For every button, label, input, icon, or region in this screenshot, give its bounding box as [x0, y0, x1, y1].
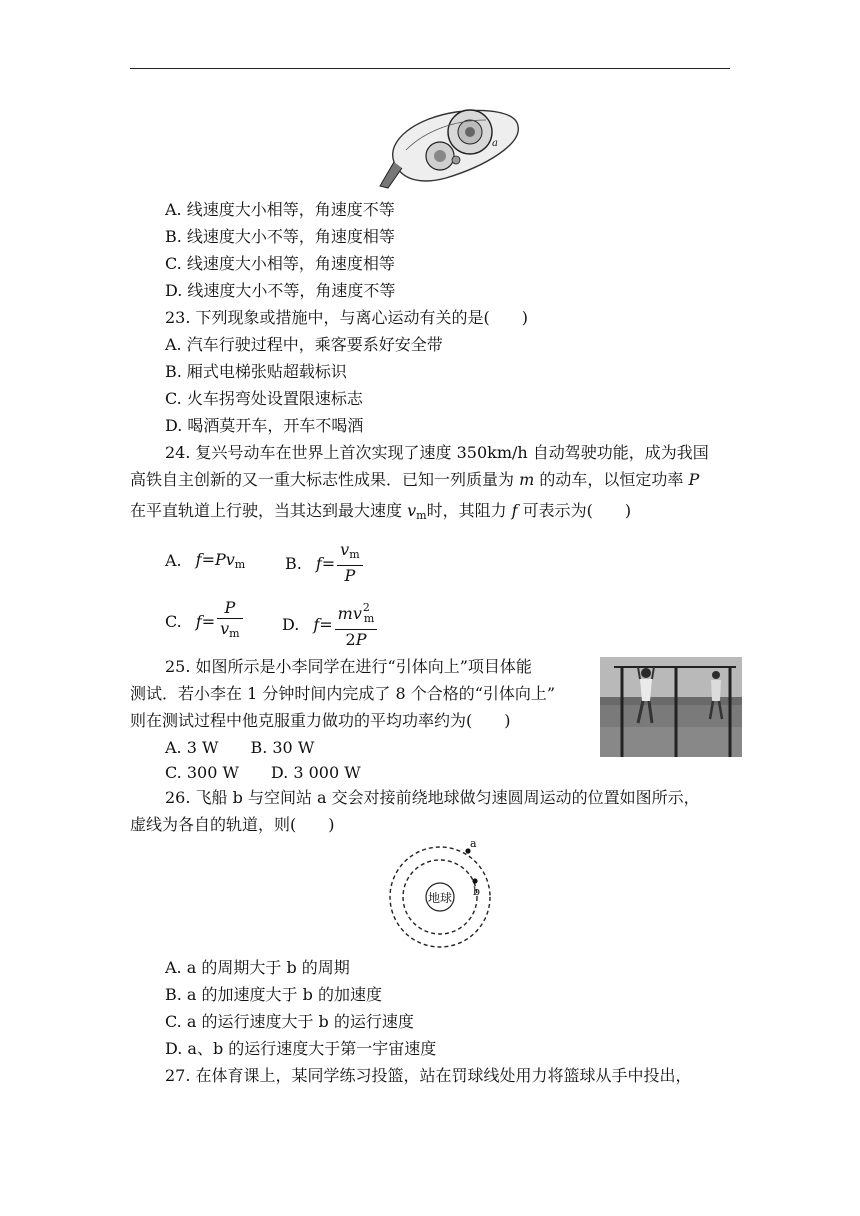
station-a-label: a	[470, 838, 477, 850]
q25-options-cd: C. 300 W D. 3 000 W	[165, 763, 361, 782]
q22-option-c: C. 线速度大小相等，角速度相等	[165, 254, 395, 273]
orbit-diagram	[388, 838, 492, 954]
q23-option-d: D. 喝酒莫开车，开车不喝酒	[165, 416, 364, 435]
q27-line-1: 27. 在体育课上，某同学练习投篮，站在罚球线处用力将篮球从手中投出，	[165, 1066, 692, 1085]
q23-option-c: C. 火车拐弯处设置限速标志	[165, 389, 363, 408]
earth-label: 地球	[427, 891, 453, 905]
q22-option-b: B. 线速度大小不等，角速度相等	[165, 227, 395, 246]
pull-up-photo	[600, 657, 742, 757]
header-rule	[130, 68, 730, 69]
q24-line-3: 在平直轨道上行驶，当其达到最大速度 $v_m$时，其阻力 f 可表示为( )	[130, 501, 632, 522]
q24-option-a: A. $f=Pv_m$	[165, 550, 246, 571]
q24-line-2: 高铁自主创新的又一重大标志性成果．已知一列质量为 m 的动车，以恒定功率 P	[130, 470, 700, 489]
q26-option-d: D. a、b 的运行速度大于第一宇宙速度	[165, 1039, 437, 1058]
q23-option-b: B. 厢式电梯张贴超载标识	[165, 362, 347, 381]
q26-line-2: 虚线为各自的轨道，则( )	[130, 815, 335, 834]
ship-b-dot	[472, 878, 477, 883]
q22-option-a: A. 线速度大小相等，角速度不等	[165, 200, 395, 219]
q26-line-1: 26. 飞船 b 与空间站 a 交会对接前绕地球做匀速圆周运动的位置如图所示，	[165, 788, 700, 807]
q23-option-a: A. 汽车行驶过程中，乘客要系好安全带	[165, 335, 443, 354]
q25-line-2: 测试．若小李在 1 分钟时间内完成了 8 个合格的“引体向上”	[130, 684, 556, 703]
q22-option-d: D. 线速度大小不等，角速度不等	[165, 281, 396, 300]
q25-options-ab: A. 3 W B. 30 W	[165, 738, 315, 757]
q24-option-d: D. f= $\frac{mv^2_m}{2P}$	[282, 598, 377, 650]
q25-line-3: 则在测试过程中他克服重力做功的平均功率约为( )	[130, 711, 511, 730]
q24-option-b: B. f= $\frac{v_m}{P}$	[285, 540, 363, 586]
q24-line-1: 24. 复兴号动车在世界上首次实现了速度 350km/h 自动驾驶功能，成为我国	[165, 443, 709, 462]
ship-b-label: b	[473, 885, 481, 898]
correction-tape-image	[376, 100, 524, 192]
q26-option-b: B. a 的加速度大于 b 的加速度	[165, 985, 382, 1004]
q26-option-a: A. a 的周期大于 b 的周期	[165, 958, 350, 977]
q23-stem: 23. 下列现象或措施中，与离心运动有关的是( )	[165, 308, 529, 327]
tape-point-a-label: a	[492, 138, 498, 149]
q25-line-1: 25. 如图所示是小李同学在进行“引体向上”项目体能	[165, 657, 532, 676]
q26-option-c: C. a 的运行速度大于 b 的运行速度	[165, 1012, 414, 1031]
q24-option-c: C. f= $\frac{P}{v_m}$	[165, 598, 243, 644]
